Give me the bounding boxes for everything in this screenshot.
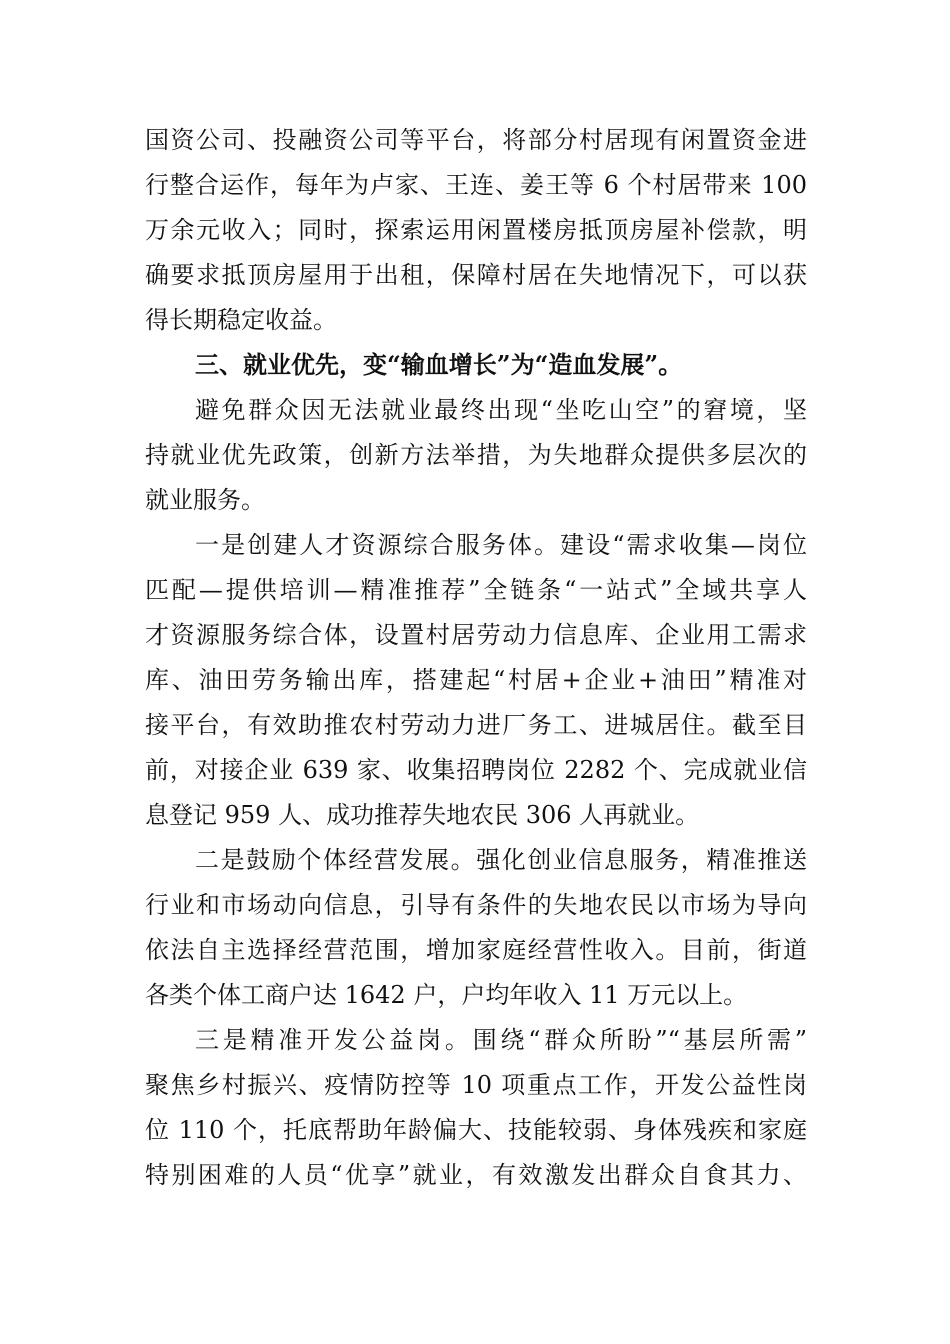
p3-line-1: 一是创建人才资源综合服务体。建设“需求收集—岗位 [195,531,807,559]
p1-line-2: 行整合运作，每年为卢家、王连、姜王等 6 个村居带来 100 [145,171,807,199]
p2-line-3: 就业服务。 [145,486,265,514]
p2-line-2: 持就业优先政策，创新方法举措，为失地群众提供多层次的 [145,441,807,469]
section-heading-3: 三、就业优先，变“输血增长”为“造血发展”。 [195,350,683,379]
p5-line-2: 聚焦乡村振兴、疫情防控等 10 项重点工作，开发公益性岗 [145,1071,807,1099]
p2-line-1: 避免群众因无法就业最终出现“坐吃山空”的窘境，坚 [195,396,807,424]
p5-line-3: 位 110 个，托底帮助年龄偏大、技能较弱、身体残疾和家庭 [145,1116,807,1144]
p4-line-4: 各类个体工商户达 1642 户，户均年收入 11 万元以上。 [145,981,748,1009]
p3-line-4: 库、油田劳务输出库，搭建起“村居+企业+油田”精准对 [145,666,807,694]
p3-line-2: 匹配—提供培训—精准推荐”全链条“一站式”全域共享人 [145,576,807,604]
p1-line-4: 确要求抵顶房屋用于出租，保障村居在失地情况下，可以获 [145,261,807,289]
p5-line-4: 特别困难的人员“优享”就业，有效激发出群众自食其力、 [145,1161,807,1189]
p4-line-2: 行业和市场动向信息，引导有条件的失地农民以市场为导向 [145,891,807,919]
p1-line-1: 国资公司、投融资公司等平台，将部分村居现有闲置资金进 [145,126,807,154]
p3-line-7: 息登记 959 人、成功推荐失地农民 306 人再就业。 [145,801,700,829]
p5-line-1: 三是精准开发公益岗。围绕“群众所盼”“基层所需” [195,1026,807,1054]
p1-line-3: 万余元收入；同时，探索运用闲置楼房抵顶房屋补偿款，明 [145,216,807,244]
p4-line-1: 二是鼓励个体经营发展。强化创业信息服务，精准推送 [195,846,807,874]
p1-line-5: 得长期稳定收益。 [145,306,337,334]
p3-line-6: 前，对接企业 639 家、收集招聘岗位 2282 个、完成就业信 [145,756,807,784]
p3-line-5: 接平台，有效助推农村劳动力进厂务工、进城居住。截至目 [145,711,807,739]
p3-line-3: 才资源服务综合体，设置村居劳动力信息库、企业用工需求 [145,621,807,649]
p4-line-3: 依法自主选择经营范围，增加家庭经营性收入。目前，街道 [145,936,807,964]
